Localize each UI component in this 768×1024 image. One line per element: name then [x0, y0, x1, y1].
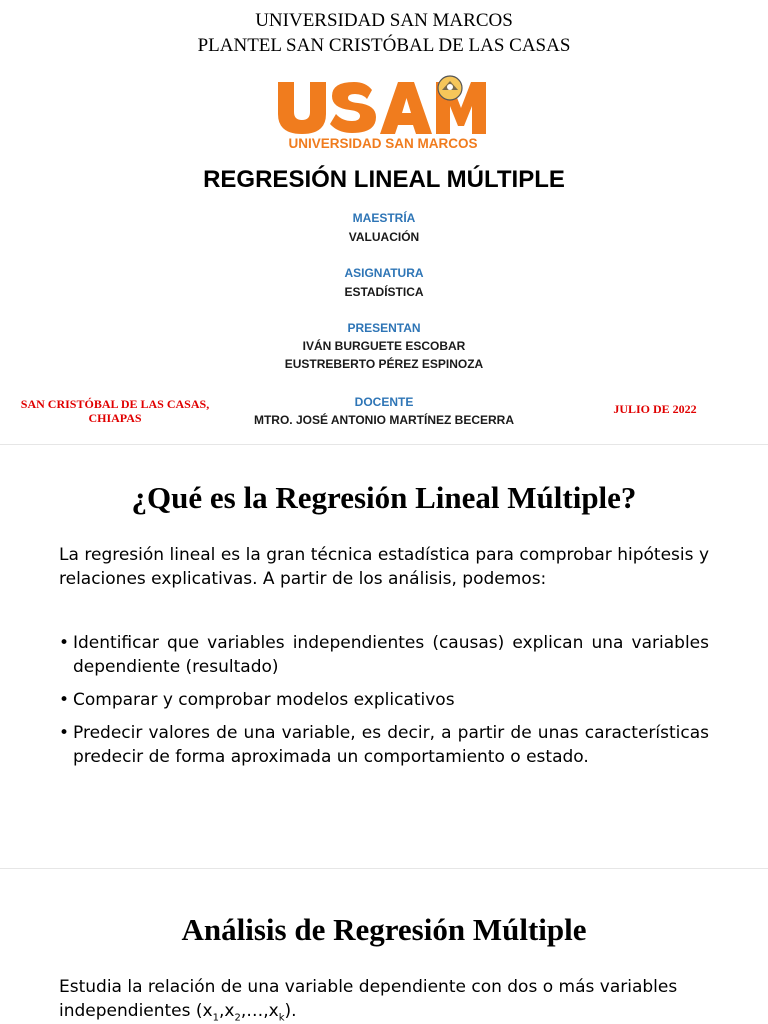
intro-paragraph: La regresión lineal es la gran técnica estadística para comprobar hipótesis y relaciones explicativas. A partir de los análisis, podemos:	[59, 545, 709, 589]
docente-value: MTRO. JOSÉ ANTONIO MARTÍNEZ BECERRA	[253, 413, 514, 427]
place-line-1: SAN CRISTÓBAL DE LAS CASAS,	[20, 397, 210, 411]
asignatura-label: ASIGNATURA	[344, 266, 424, 280]
ellipsis-sep: ,…,	[240, 1001, 269, 1021]
var-x1: x	[202, 1001, 213, 1021]
university-name: UNIVERSIDAD SAN MARCOS	[255, 10, 513, 31]
bullet-list	[59, 631, 709, 778]
presenter-1: IVÁN BURGUETE ESCOBAR	[302, 339, 466, 353]
var-xk: x	[268, 1001, 279, 1021]
var-x2: x	[224, 1001, 235, 1021]
analisis-text-start: Estudia la relación de una variable dependiente con dos o más variables independientes (	[59, 977, 678, 1021]
logo-caption: UNIVERSIDAD SAN MARCOS	[288, 136, 478, 151]
place-text	[8, 397, 222, 425]
analisis-heading: Análisis de Regresión Múltiple	[181, 912, 587, 947]
bullet-item-2: • Comparar y comprobar modelos explicativos	[59, 688, 709, 712]
analisis-paragraph	[59, 975, 709, 1023]
analisis-text-end: ).	[284, 1001, 297, 1021]
presenter-2: EUSTREBERTO PÉREZ ESPINOZA	[284, 357, 484, 371]
presentation-title: REGRESIÓN LINEAL MÚLTIPLE	[203, 166, 565, 193]
docente-label: DOCENTE	[354, 395, 414, 409]
que-es-heading: ¿Qué es la Regresión Lineal Múltiple?	[131, 480, 637, 515]
date-text: JULIO DE 2022	[613, 402, 697, 416]
usam-logo	[276, 68, 490, 152]
bullet-item-1: • Identificar que variables independientes (causas) explican una variables dependiente (resultado)	[59, 631, 709, 679]
maestria-label: MAESTRÍA	[352, 211, 416, 225]
presentan-label: PRESENTAN	[347, 321, 421, 335]
asignatura-value: ESTADÍSTICA	[344, 285, 424, 299]
slide-divider-1	[0, 444, 768, 445]
place-line-2: CHIAPAS	[88, 411, 142, 425]
sub-2: 2	[234, 1012, 241, 1024]
sub-k: k	[278, 1012, 285, 1024]
slide-divider-2	[0, 868, 768, 869]
sub-1: 1	[212, 1012, 219, 1024]
maestria-value: VALUACIÓN	[348, 230, 420, 244]
bullet-item-3: • Predecir valores de una variable, es decir, a partir de unas características predecir de forma aproximada un comportamiento o estado.	[59, 721, 709, 769]
campus-name: PLANTEL SAN CRISTÓBAL DE LAS CASAS	[197, 35, 571, 56]
comma-sep: ,	[218, 1001, 225, 1021]
